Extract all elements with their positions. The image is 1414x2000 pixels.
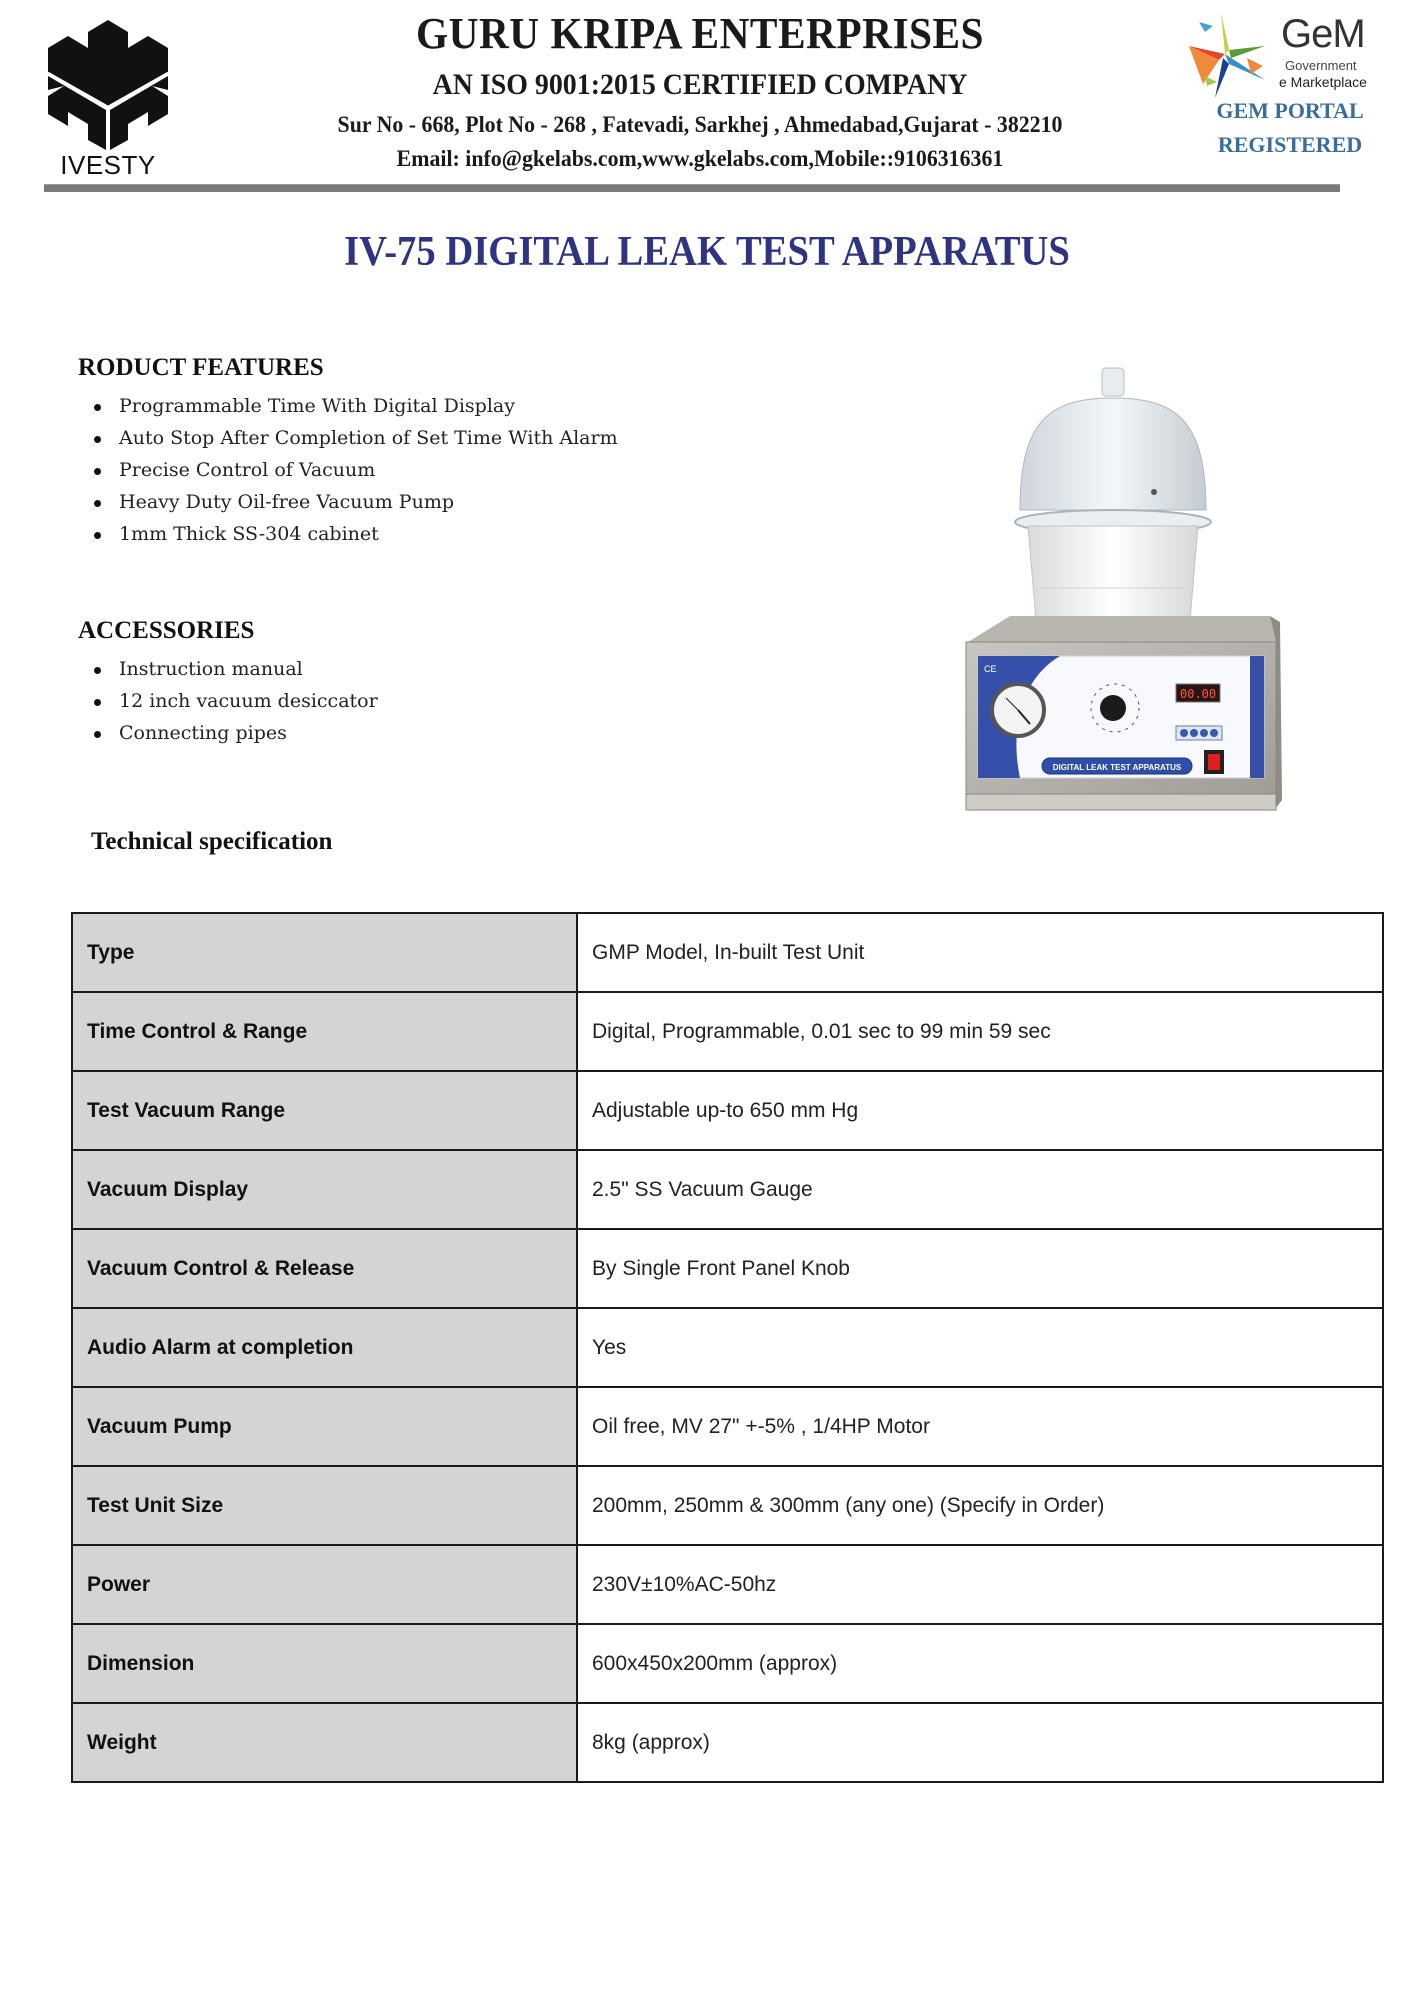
table-row bbox=[72, 1624, 1383, 1703]
spec-value: Yes bbox=[577, 1308, 1383, 1387]
gem-subtitle-1: Government bbox=[1285, 58, 1357, 73]
spec-value: 2.5" SS Vacuum Gauge bbox=[577, 1150, 1383, 1229]
spec-label: Vacuum Pump bbox=[72, 1387, 577, 1466]
display-reading: 00.00 bbox=[1180, 687, 1217, 701]
gem-badge-line-1: GEM PORTAL bbox=[1216, 98, 1364, 123]
spec-value: 200mm, 250mm & 300mm (any one) (Specify in Order) bbox=[577, 1466, 1383, 1545]
features-list bbox=[78, 390, 618, 550]
accessory-item: Connecting pipes bbox=[78, 717, 378, 749]
features-heading: RODUCT FEATURES bbox=[78, 354, 324, 381]
table-row bbox=[72, 1466, 1383, 1545]
feature-item: 1mm Thick SS-304 cabinet bbox=[78, 518, 618, 550]
company-name: GURU KRIPA ENTERPRISES bbox=[415, 9, 985, 58]
gem-word: GeM bbox=[1281, 12, 1365, 56]
spec-value: 8kg (approx) bbox=[577, 1703, 1383, 1782]
spec-label: Audio Alarm at completion bbox=[72, 1308, 577, 1387]
ivesty-logo bbox=[44, 16, 172, 180]
gem-star-icon bbox=[1185, 10, 1269, 100]
spec-label: Time Control & Range bbox=[72, 992, 577, 1071]
feature-item: Precise Control of Vacuum bbox=[78, 454, 618, 486]
spec-label: Type bbox=[72, 913, 577, 992]
table-row bbox=[72, 1071, 1383, 1150]
logo-brand-text: IVESTY bbox=[60, 150, 156, 180]
ce-mark: CE bbox=[984, 664, 997, 674]
table-row bbox=[72, 1545, 1383, 1624]
product-title: IV-75 DIGITAL LEAK TEST APPARATUS bbox=[344, 229, 1070, 275]
table-row bbox=[72, 1387, 1383, 1466]
spec-heading: Technical specification bbox=[91, 828, 333, 855]
feature-item: Programmable Time With Digital Display bbox=[78, 390, 618, 422]
spec-label: Vacuum Control & Release bbox=[72, 1229, 577, 1308]
company-contact[interactable]: Email: info@gkelabs.com,www.gkelabs.com,Mobile::9106316361 bbox=[396, 146, 1004, 171]
panel-label: DIGITAL LEAK TEST APPARATUS bbox=[1052, 763, 1182, 772]
spec-value: Oil free, MV 27" +-5% , 1/4HP Motor bbox=[577, 1387, 1383, 1466]
table-row bbox=[72, 1150, 1383, 1229]
accessory-item: Instruction manual bbox=[78, 653, 378, 685]
table-row bbox=[72, 1308, 1383, 1387]
company-address: Sur No - 668, Plot No - 268 , Fatevadi, Sarkhej , Ahmedabad,Gujarat - 382210 bbox=[337, 112, 1063, 137]
leak-test-apparatus-illustration bbox=[950, 360, 1290, 820]
table-row bbox=[72, 992, 1383, 1071]
spec-value: 600x450x200mm (approx) bbox=[577, 1624, 1383, 1703]
table-row bbox=[72, 1229, 1383, 1308]
gem-logo bbox=[1185, 8, 1385, 100]
feature-item: Heavy Duty Oil-free Vacuum Pump bbox=[78, 486, 618, 518]
gem-subtitle-2: e Marketplace bbox=[1279, 74, 1367, 90]
spec-label: Weight bbox=[72, 1703, 577, 1782]
accessories-heading: ACCESSORIES bbox=[78, 617, 255, 644]
accessory-item: 12 inch vacuum desiccator bbox=[78, 685, 378, 717]
spec-label: Vacuum Display bbox=[72, 1150, 577, 1229]
accessories-list bbox=[78, 653, 378, 749]
header-divider bbox=[44, 184, 1340, 192]
spec-label: Dimension bbox=[72, 1624, 577, 1703]
spec-label: Power bbox=[72, 1545, 577, 1624]
spec-value: Adjustable up-to 650 mm Hg bbox=[577, 1071, 1383, 1150]
gem-badge-line-2: REGISTERED bbox=[1217, 132, 1363, 157]
spec-value: 230V±10%AC-50hz bbox=[577, 1545, 1383, 1624]
spec-label: Test Vacuum Range bbox=[72, 1071, 577, 1150]
spec-label: Test Unit Size bbox=[72, 1466, 577, 1545]
feature-item: Auto Stop After Completion of Set Time With Alarm bbox=[78, 422, 618, 454]
spec-table bbox=[71, 912, 1384, 1783]
product-image bbox=[950, 360, 1290, 820]
spec-value: Digital, Programmable, 0.01 sec to 99 min 59 sec bbox=[577, 992, 1383, 1071]
table-row bbox=[72, 1703, 1383, 1782]
ivesty-cube-icon bbox=[44, 16, 172, 152]
spec-value: GMP Model, In-built Test Unit bbox=[577, 913, 1383, 992]
company-certification: AN ISO 9001:2015 CERTIFIED COMPANY bbox=[432, 68, 968, 101]
spec-value: By Single Front Panel Knob bbox=[577, 1229, 1383, 1308]
table-row bbox=[72, 913, 1383, 992]
